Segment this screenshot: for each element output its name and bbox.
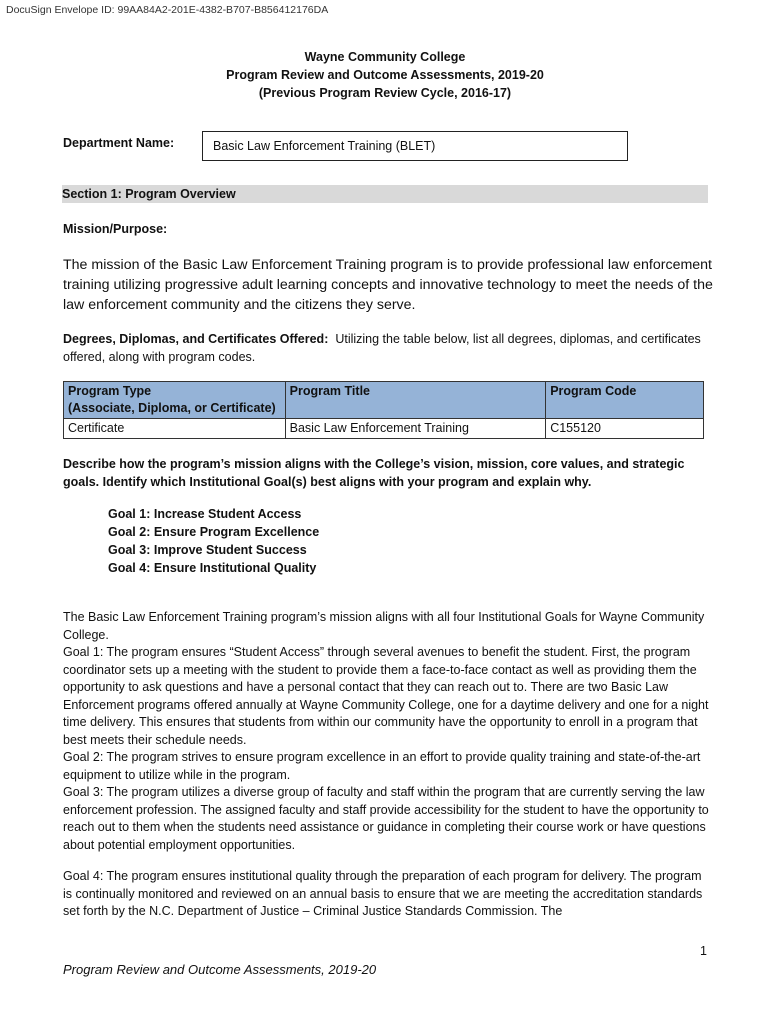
alignment-prompt: Describe how the program’s mission aligns with the College’s vision, mission, core values, and strategic goals. Identify which Institutional Goal(s) best aligns with your program and explain why. bbox=[63, 457, 685, 489]
department-name-label: Department Name: bbox=[63, 136, 175, 150]
cell-program-type: Certificate bbox=[64, 419, 286, 439]
department-name-field[interactable]: Basic Law Enforcement Training (BLET) bbox=[202, 131, 628, 161]
section-1-heading: Section 1: Program Overview bbox=[62, 185, 708, 203]
docusign-envelope-id: DocuSign Envelope ID: 99AA84A2-201E-4382-B707-B856412176DA bbox=[6, 4, 329, 16]
body-paragraph: Goal 1: The program ensures “Student Access” through several avenues to benefit the student. First, the program coordinator sets up a meeting with the student to provide them a face-to-face contact as well as providing them the opportunity to ask questions and have a personal contact that they can reach out to. There are two Basic Law Enforcement programs offered annually at Wayne Community College, one for a daytime delivery and one for a night time delivery. This ensures that students from within our community have the opportunity to enroll in a program that best meets their schedule needs. bbox=[63, 645, 709, 747]
goal-item: Goal 2: Ensure Program Excellence bbox=[108, 525, 320, 539]
degrees-instructions: Utilizing the table below, list all degrees, diplomas, and certificates offered, along with program codes. bbox=[63, 332, 701, 364]
header-program-code: Program Code bbox=[546, 382, 704, 419]
cell-program-title: Basic Law Enforcement Training bbox=[285, 419, 546, 439]
goal-item: Goal 1: Increase Student Access bbox=[108, 507, 302, 521]
header-previous-cycle: (Previous Program Review Cycle, 2016-17) bbox=[258, 86, 512, 100]
header-title: Program Review and Outcome Assessments, 2019-20 bbox=[226, 68, 544, 82]
mission-label: Mission/Purpose: bbox=[63, 222, 168, 236]
table-header-row bbox=[64, 382, 704, 419]
degrees-label: Degrees, Diplomas, and Certificates Offered: bbox=[63, 332, 329, 346]
degrees-offered-paragraph bbox=[63, 330, 713, 366]
header-college: Wayne Community College bbox=[304, 50, 466, 64]
mission-text: The mission of the Basic Law Enforcement Training program is to provide professional law enforcement training utilizing progressive adult learning concepts and innovative technology to meet the needs of the law enforcement community and the citizens they serve. bbox=[63, 257, 713, 313]
paragraph-spacer bbox=[63, 854, 713, 868]
page-number: 1 bbox=[700, 944, 707, 958]
document-header bbox=[0, 48, 770, 102]
program-table bbox=[63, 381, 704, 439]
table-row bbox=[64, 419, 704, 439]
institutional-goals-list bbox=[108, 505, 319, 577]
header-program-type-sublabel: (Associate, Diploma, or Certificate) bbox=[68, 401, 276, 415]
page-footer: Program Review and Outcome Assessments, 2019-20 bbox=[63, 962, 377, 977]
alignment-explanation bbox=[63, 609, 713, 921]
goal-item: Goal 3: Improve Student Success bbox=[108, 543, 307, 557]
body-paragraph: Goal 2: The program strives to ensure program excellence in an effort to provide quality training and state-of-the-art equipment to utilize while in the program. bbox=[63, 750, 701, 782]
header-program-type-label: Program Type bbox=[68, 384, 152, 398]
goal-item: Goal 4: Ensure Institutional Quality bbox=[108, 561, 317, 575]
body-paragraph: Goal 4: The program ensures institutional quality through the preparation of each program for delivery. The program is continually monitored and reviewed on an annual basis to ensure that we are meeting the accreditation standards set forth by the N.C. Department of Justice – Criminal Justice Standards Commission. The bbox=[63, 869, 703, 918]
cell-program-code: C155120 bbox=[546, 419, 704, 439]
header-program-type bbox=[64, 382, 286, 419]
body-paragraph: The Basic Law Enforcement Training program’s mission aligns with all four Institutional Goals for Wayne Community College. bbox=[63, 610, 705, 642]
body-paragraph: Goal 3: The program utilizes a diverse group of faculty and staff within the program that are currently serving the law enforcement profession. The assigned faculty and staff provide accessibility for the student to have the opportunity to reach out to them when the students need assistance or guidance in completing their course work or have questions about potential employment opportunities. bbox=[63, 785, 709, 852]
header-program-title: Program Title bbox=[285, 382, 546, 419]
